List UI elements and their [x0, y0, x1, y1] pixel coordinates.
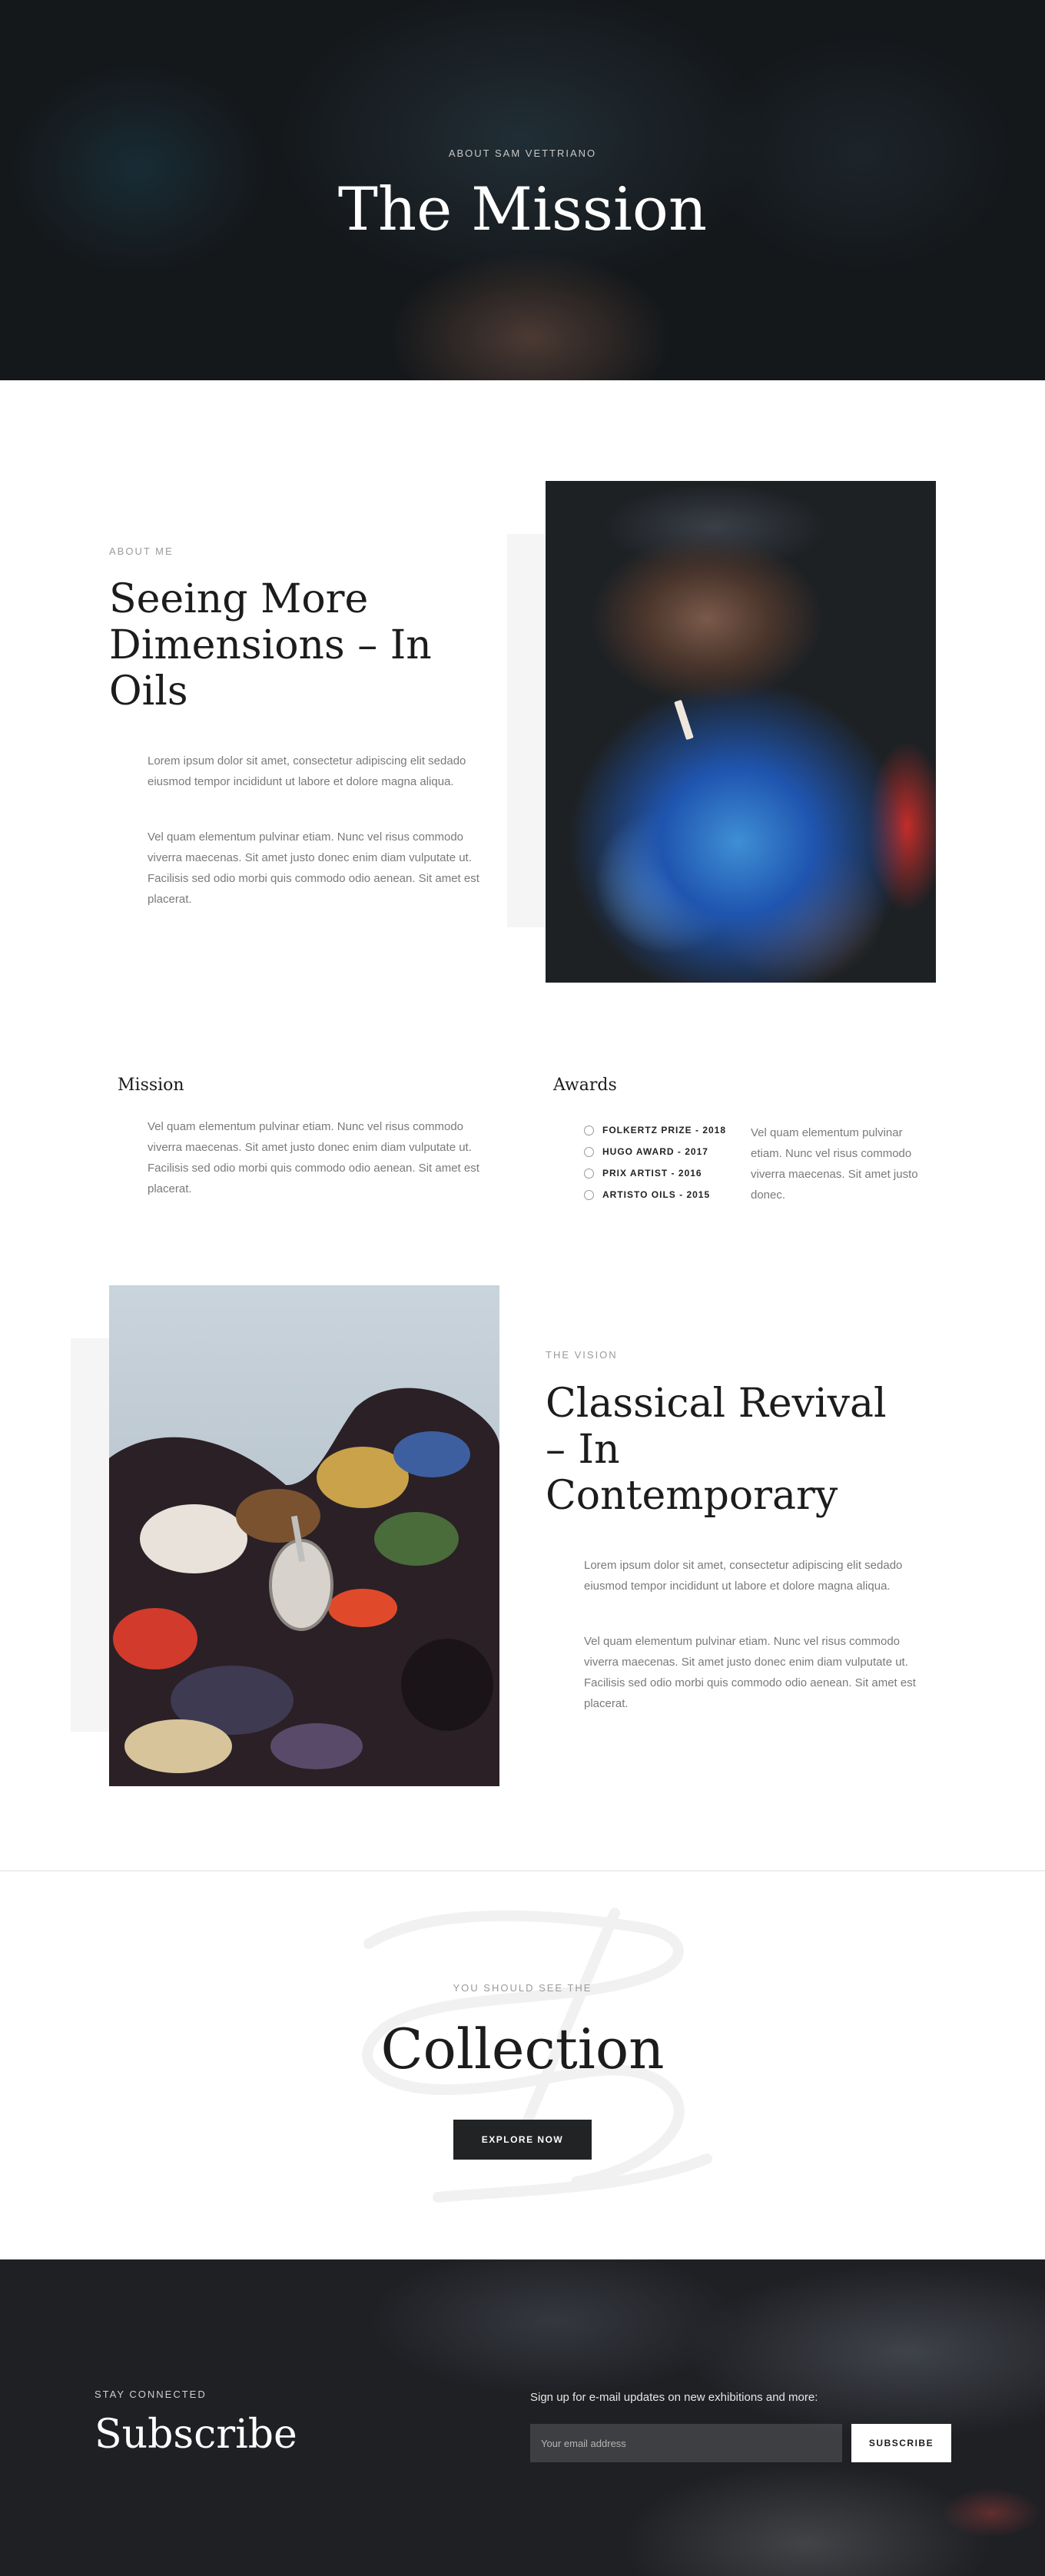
signup-text: Sign up for e-mail updates on new exhibitions and more:	[530, 2391, 818, 2404]
award-item	[584, 1165, 738, 1187]
award-label: FOLKERTZ PRIZE - 2018	[602, 1125, 727, 1135]
paint-palette-image	[109, 1285, 499, 1786]
explore-now-button[interactable]: EXPLORE NOW	[453, 2120, 592, 2160]
award-label: ARTISTO OILS - 2015	[602, 1189, 711, 1200]
award-item	[584, 1187, 738, 1208]
about-title: Seeing More Dimensions – In Oils	[109, 576, 432, 714]
circle-bullet-icon	[584, 1169, 594, 1179]
awards-heading: Awards	[553, 1076, 617, 1095]
award-item	[584, 1144, 738, 1165]
circle-bullet-icon	[584, 1147, 594, 1157]
vision-paragraph-1: Lorem ipsum dolor sit amet, consectetur adipiscing elit sedado eiusmod tempor incididunt ut labore et dolore magna aliqua.	[584, 1559, 903, 1593]
about-paragraph-2: Vel quam elementum pulvinar etiam. Nunc vel risus commodo viverra maecenas. Sit amet justo donec enim diam vulputate ut. Facilisis sed odio morbi quis commodo odio aenean. Sit amet est placerat.	[148, 830, 479, 906]
palette-illustration	[109, 1285, 499, 1786]
collection-title: Collection	[380, 2017, 665, 2081]
cigarette-shape	[674, 700, 694, 741]
circle-bullet-icon	[584, 1126, 594, 1135]
awards-text: Vel quam elementum pulvinar etiam. Nunc vel risus commodo viverra maecenas. Sit amet justo donec.	[751, 1126, 918, 1202]
hero-banner	[0, 0, 1045, 380]
footer-title: Subscribe	[95, 2412, 297, 2458]
vision-title: Classical Revival – In Contemporary	[546, 1381, 887, 1519]
painted-man-image	[546, 481, 936, 983]
mission-heading: Mission	[118, 1076, 184, 1095]
award-label: PRIX ARTIST - 2016	[602, 1168, 702, 1179]
award-item	[584, 1122, 738, 1144]
section-divider	[0, 1870, 1045, 1871]
collection-eyebrow: YOU SHOULD SEE THE	[453, 1982, 592, 1994]
about-paragraph-1: Lorem ipsum dolor sit amet, consectetur adipiscing elit sedado eiusmod tempor incididunt ut labore et dolore magna aliqua.	[148, 754, 466, 788]
footer-eyebrow: STAY CONNECTED	[95, 2389, 207, 2400]
about-eyebrow: ABOUT ME	[109, 545, 174, 557]
hero-eyebrow: ABOUT SAM VETTRIANO	[448, 148, 597, 159]
vision-paragraph-2: Vel quam elementum pulvinar etiam. Nunc vel risus commodo viverra maecenas. Sit amet justo donec enim diam vulputate ut. Facilisis sed odio morbi quis commodo odio aenean. Sit amet est placerat.	[584, 1635, 916, 1710]
circle-bullet-icon	[584, 1190, 594, 1200]
mission-text: Vel quam elementum pulvinar etiam. Nunc vel risus commodo viverra maecenas. Sit amet justo donec enim diam vulputate ut. Facilisis sed odio morbi quis commodo odio aenean. Sit amet est placerat.	[148, 1120, 479, 1195]
vision-eyebrow: THE VISION	[546, 1349, 618, 1361]
awards-list	[584, 1122, 738, 1208]
subscribe-footer	[0, 2259, 1045, 2576]
page-title: The Mission	[337, 175, 708, 244]
subscribe-button[interactable]: SUBSCRIBE	[851, 2424, 951, 2462]
award-label: HUGO AWARD - 2017	[602, 1146, 708, 1157]
email-input[interactable]	[530, 2424, 842, 2462]
